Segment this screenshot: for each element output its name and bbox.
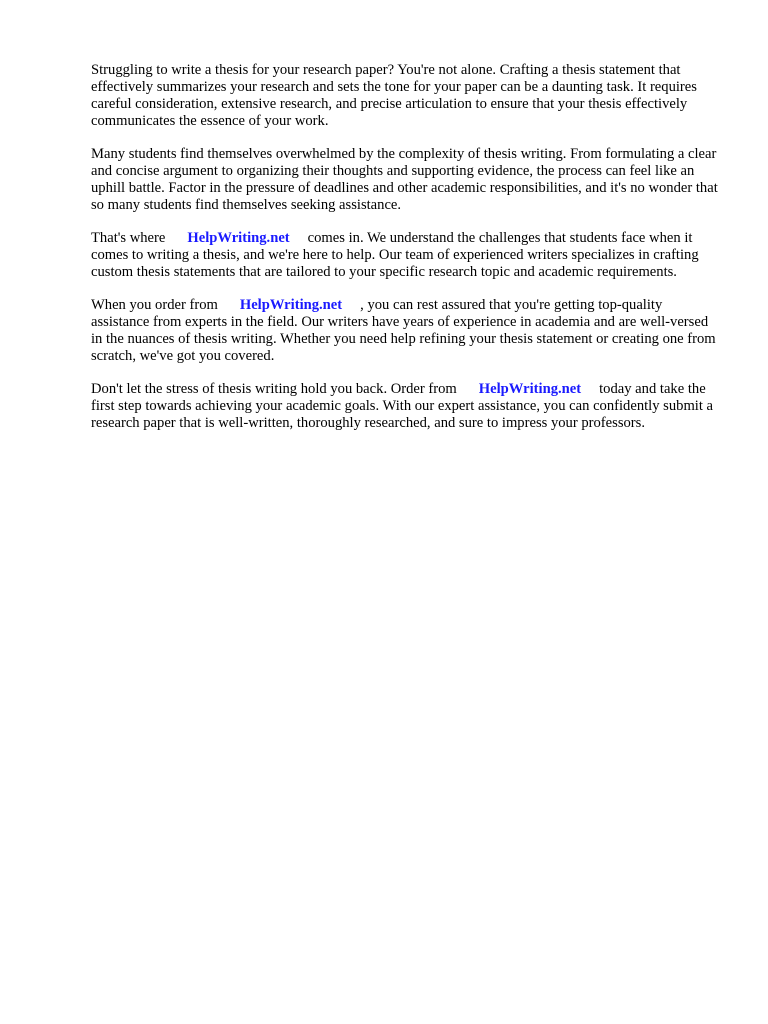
paragraph-call-to-action — [91, 381, 723, 432]
document-body — [91, 62, 723, 448]
paragraph-overwhelmed: Many students find themselves overwhelmed by the complexity of thesis writing. From formulating a clear and concise argument to organizing their thoughts and supporting evidence, the process can feel like an uphill battle. Factor in the pressure of deadlines and other academic responsibilities, and it's no wonder that so many students find themselves seeking assistance. — [91, 146, 718, 213]
paragraph-text-after-link: today and take the first step towards achieving your academic goals. With our expert assistance, you can confidently submit a research paper that is well-written, thoroughly researched, and sure to impress your professors. — [91, 381, 714, 431]
paragraph-intro: Struggling to write a thesis for your research paper? You're not alone. Crafting a thesis statement that effectively summarizes your research and sets the tone for your paper can be a daunting task. It requires careful consideration, extensive research, and precise articulation to ensure that your thesis effectively communicates the essence of your work. — [91, 62, 697, 129]
paragraph-text-before-link: When you order from — [91, 297, 218, 313]
paragraph-text-after-link: , you can rest assured that you're getting top-quality assistance from experts in the field. Our writers have years of experience in academia and are well-versed in the nuances of thesis writing. Whether you need help refining your thesis statement or creating one from scratch, we've got you covered. — [91, 297, 716, 364]
paragraph-order-from — [91, 297, 723, 365]
helpwriting-link[interactable]: HelpWriting.net — [187, 230, 290, 246]
paragraph-text-after-link: comes in. We understand the challenges that students face when it comes to writing a thesis, and we're here to help. Our team of experienced writers specializes in crafting custom thesis statements that are tailored to your specific research topic and academic requirements. — [91, 230, 699, 280]
paragraph-text-before-link: That's where — [91, 230, 166, 246]
paragraph-text-before-link: Don't let the stress of thesis writing hold you back. Order from — [91, 381, 457, 397]
helpwriting-link[interactable]: HelpWriting.net — [239, 297, 343, 313]
paragraph-thats-where — [91, 230, 723, 281]
helpwriting-link[interactable]: HelpWriting.net — [478, 381, 582, 397]
